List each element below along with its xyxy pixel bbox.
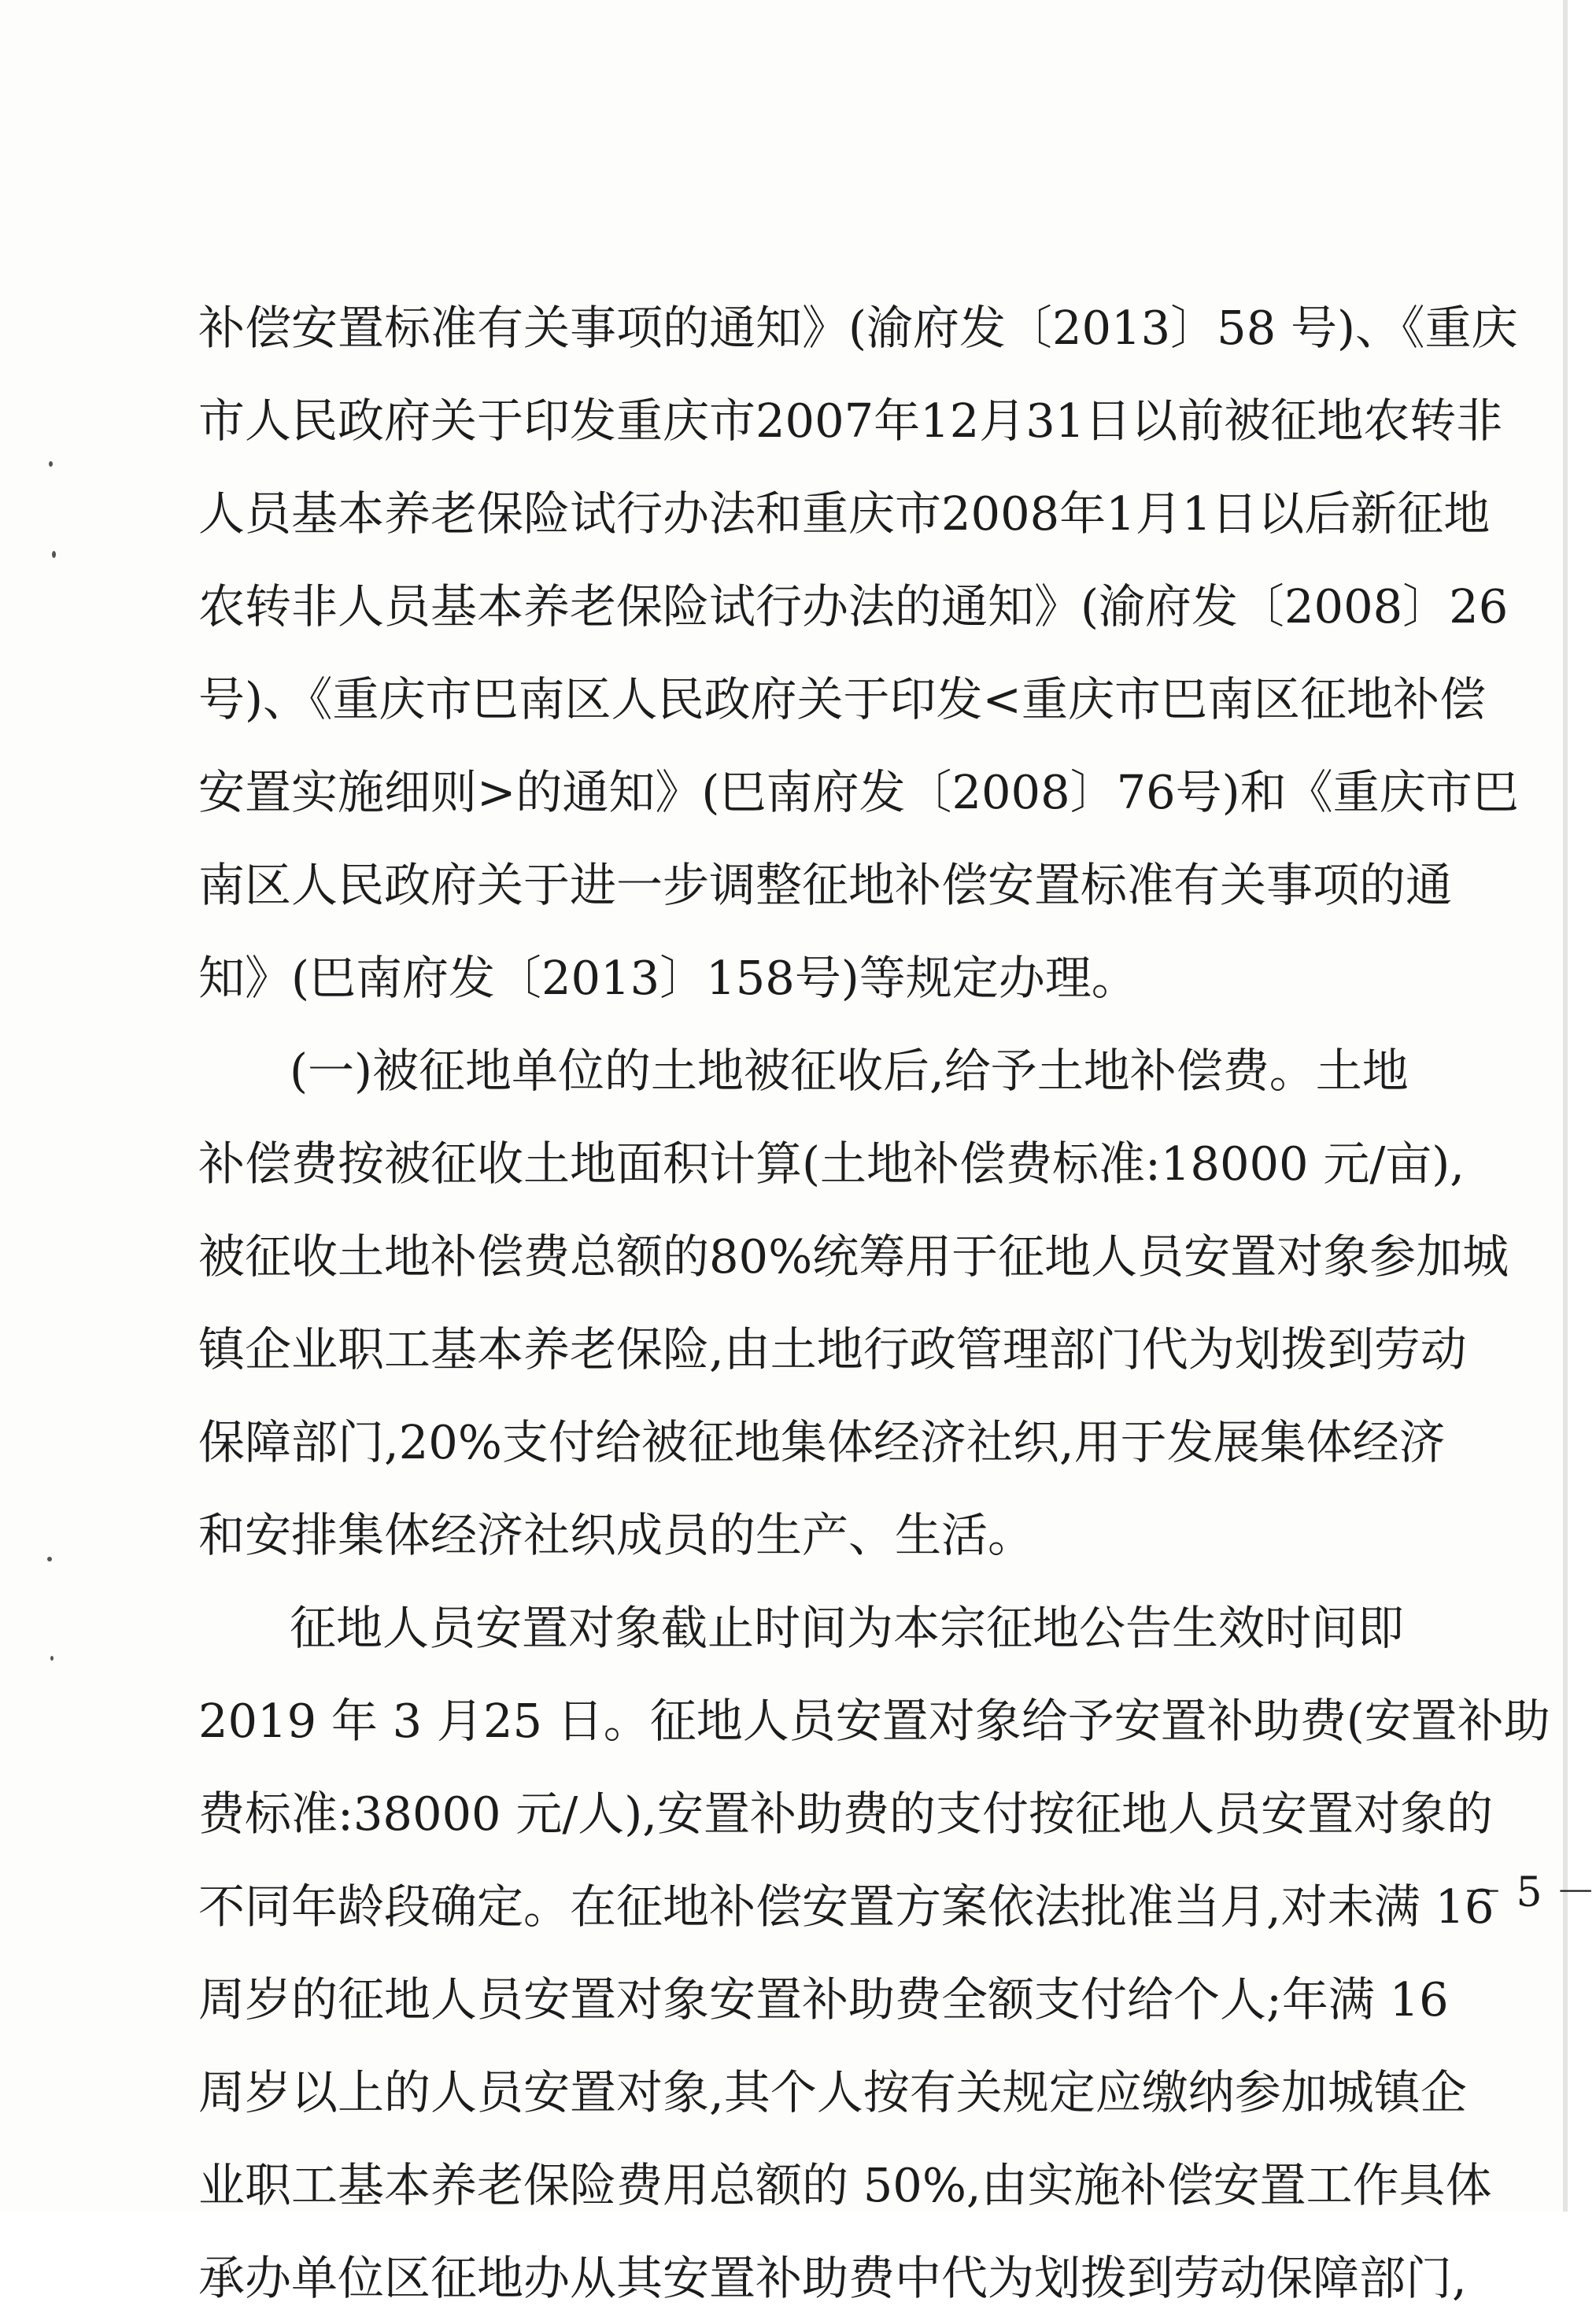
scan-speck: [47, 1557, 52, 1561]
text-line: 费标准:38000 元/人),安置补助费的支付按征地人员安置对象的: [198, 1787, 1493, 1841]
page-number: － 5 －: [1462, 1869, 1596, 1916]
text-line: 号)、《重庆市巴南区人民政府关于印发<重庆市巴南区征地补偿: [198, 672, 1486, 726]
text-line: 被征收土地补偿费总额的80%统筹用于征地人员安置对象参加城: [198, 1229, 1509, 1284]
scan-speck: [49, 461, 53, 467]
scan-speck: [50, 1656, 54, 1661]
text-line: 市人民政府关于印发重庆市2007年12月31日以前被征地农转非: [198, 394, 1503, 448]
text-line: 补偿费按被征收土地面积计算(土地补偿费标准:18000 元/亩),: [198, 1136, 1465, 1191]
text-line: 和安排集体经济社织成员的生产、生活。: [198, 1508, 1035, 1562]
text-line: (一)被征地单位的土地被征收后,给予土地补偿费。土地: [290, 1044, 1409, 1098]
text-line: 2019 年 3 月25 日。征地人员安置对象给予安置补助费(安置补助: [198, 1694, 1550, 1748]
text-line: 周岁的征地人员安置对象安置补助费全额支付给个人;年满 16: [198, 1972, 1449, 2027]
text-line: 保障部门,20%支付给被征地集体经济社织,用于发展集体经济: [198, 1415, 1446, 1469]
text-line: 补偿安置标准有关事项的通知》(渝府发〔2013〕58 号)、《重庆: [198, 301, 1518, 355]
text-line: 南区人民政府关于进一步调整征地补偿安置标准有关事项的通: [198, 858, 1453, 912]
text-line: 安置实施细则>的通知》(巴南府发〔2008〕76号)和《重庆市巴: [198, 765, 1519, 819]
text-line: 农转非人员基本养老保险试行办法的通知》(渝府发〔2008〕26: [198, 579, 1509, 634]
text-line: 承办单位区征地办从其安置补助费中代为划拨到劳动保障部门,: [198, 2251, 1467, 2305]
scan-speck: [52, 551, 56, 558]
text-line: 知》(巴南府发〔2013〕158号)等规定办理。: [198, 951, 1138, 1005]
text-line: 业职工基本养老保险费用总额的 50%,由实施补偿安置工作具体: [198, 2158, 1492, 2212]
text-line: 征地人员安置对象截止时间为本宗征地公告生效时间即: [290, 1601, 1405, 1655]
text-line: 人员基本养老保险试行办法和重庆市2008年1月1日以后新征地: [198, 486, 1491, 541]
text-line: 不同年龄段确定。在征地补偿安置方案依法批准当月,对未满 16: [198, 1879, 1494, 1934]
text-line: 周岁以上的人员安置对象,其个人按有关规定应缴纳参加城镇企: [198, 2065, 1467, 2119]
text-line: 镇企业职工基本养老保险,由土地行政管理部门代为划拨到劳动: [198, 1322, 1467, 1377]
